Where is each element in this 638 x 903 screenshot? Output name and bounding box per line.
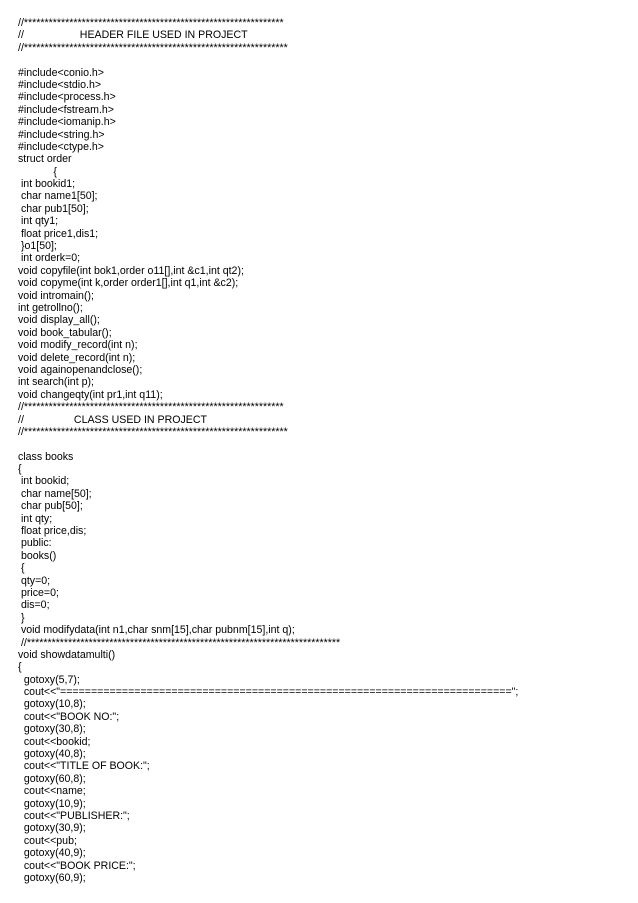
code-line: [18, 438, 628, 450]
code-line: {: [18, 562, 25, 575]
code-line: cout<<"=========================================================================";: [18, 686, 519, 699]
code-line: cout<<"PUBLISHER:";: [18, 810, 130, 822]
code-line: cout<<bookid;: [18, 735, 91, 748]
code-line: #include<fstream.h>: [18, 103, 114, 116]
code-line: char name[50];: [18, 487, 92, 500]
code-line: gotoxy(60,9);: [18, 871, 86, 884]
code-line: public:: [18, 537, 52, 550]
code-line: {: [18, 463, 22, 476]
code-line: int getrollno();: [18, 301, 83, 314]
code-line: gotoxy(30,8);: [18, 723, 86, 736]
code-line: #include<conio.h>: [18, 66, 104, 79]
code-line: void modifydata(int n1,char snm[15],char pubnm[15],int q);: [18, 624, 295, 637]
code-line: gotoxy(40,9);: [18, 847, 86, 860]
code-line: // CLASS USED IN PROJECT: [18, 413, 207, 426]
code-line: }: [18, 611, 25, 624]
code-line: {: [18, 165, 57, 178]
code-line: cout<<name;: [18, 785, 86, 798]
code-line: void copyfile(int bok1,order o11[],int &c1,int qt2);: [18, 264, 244, 277]
code-line: #include<ctype.h>: [18, 140, 104, 153]
code-line: gotoxy(40,8);: [18, 748, 86, 761]
code-line: struct order: [18, 153, 72, 166]
code-line: int bookid;: [18, 475, 70, 488]
code-line: #include<iomanip.h>: [18, 116, 116, 129]
code-line: char pub[50];: [18, 500, 83, 513]
code-line: //***************************************************************: [18, 401, 284, 414]
code-line: void copyme(int k,order order1[],int q1,int &c2);: [18, 277, 239, 290]
code-line: // HEADER FILE USED IN PROJECT: [18, 29, 248, 42]
code-line: cout<<"BOOK PRICE:";: [18, 859, 136, 872]
code-line: {: [18, 661, 22, 674]
code-line: //****************************************************************: [18, 41, 288, 54]
code-line: void changeqty(int pr1,int q11);: [18, 388, 163, 401]
code-line: int search(int p);: [18, 376, 94, 389]
code-line: books(): [18, 549, 57, 562]
code-line: [18, 54, 628, 66]
code-line: cout<<pub;: [18, 834, 77, 847]
code-line: gotoxy(30,9);: [18, 822, 86, 835]
code-line: //***************************************************************: [18, 17, 284, 29]
code-line: cout<<"BOOK NO:";: [18, 710, 120, 723]
code-line: cout<<"TITLE OF BOOK:";: [18, 760, 150, 773]
code-line: void modify_record(int n);: [18, 339, 138, 352]
code-line: qty=0;: [18, 574, 51, 587]
code-line: float price1,dis1;: [18, 227, 99, 240]
code-line: gotoxy(10,8);: [18, 698, 86, 711]
code-line: char name1[50];: [18, 190, 98, 203]
code-line: int qty1;: [18, 215, 59, 228]
code-listing: [18, 17, 628, 884]
code-line: price=0;: [18, 586, 59, 599]
code-line: void intromain();: [18, 289, 94, 302]
code-line: void display_all();: [18, 314, 100, 327]
code-line: void againopenandclose();: [18, 363, 143, 376]
code-line: void delete_record(int n);: [18, 351, 136, 364]
code-line: int bookid1;: [18, 178, 76, 191]
code-line: dis=0;: [18, 599, 50, 612]
code-line: gotoxy(5,7);: [18, 673, 80, 686]
code-line: //****************************************************************: [18, 425, 288, 438]
code-line: #include<string.h>: [18, 128, 105, 141]
code-line: class books: [18, 450, 74, 463]
code-line: float price,dis;: [18, 525, 87, 538]
code-line: gotoxy(10,9);: [18, 797, 86, 810]
code-line: gotoxy(60,8);: [18, 772, 86, 785]
code-line: //****************************************************************************: [18, 636, 341, 649]
code-line: char pub1[50];: [18, 202, 89, 215]
code-line: int orderk=0;: [18, 252, 81, 265]
code-line: #include<process.h>: [18, 91, 116, 104]
code-line: void showdatamulti(): [18, 648, 116, 661]
code-line: int qty;: [18, 512, 53, 525]
code-line: #include<stdio.h>: [18, 78, 102, 91]
code-line: void book_tabular();: [18, 326, 112, 339]
code-line: }o1[50];: [18, 240, 57, 253]
